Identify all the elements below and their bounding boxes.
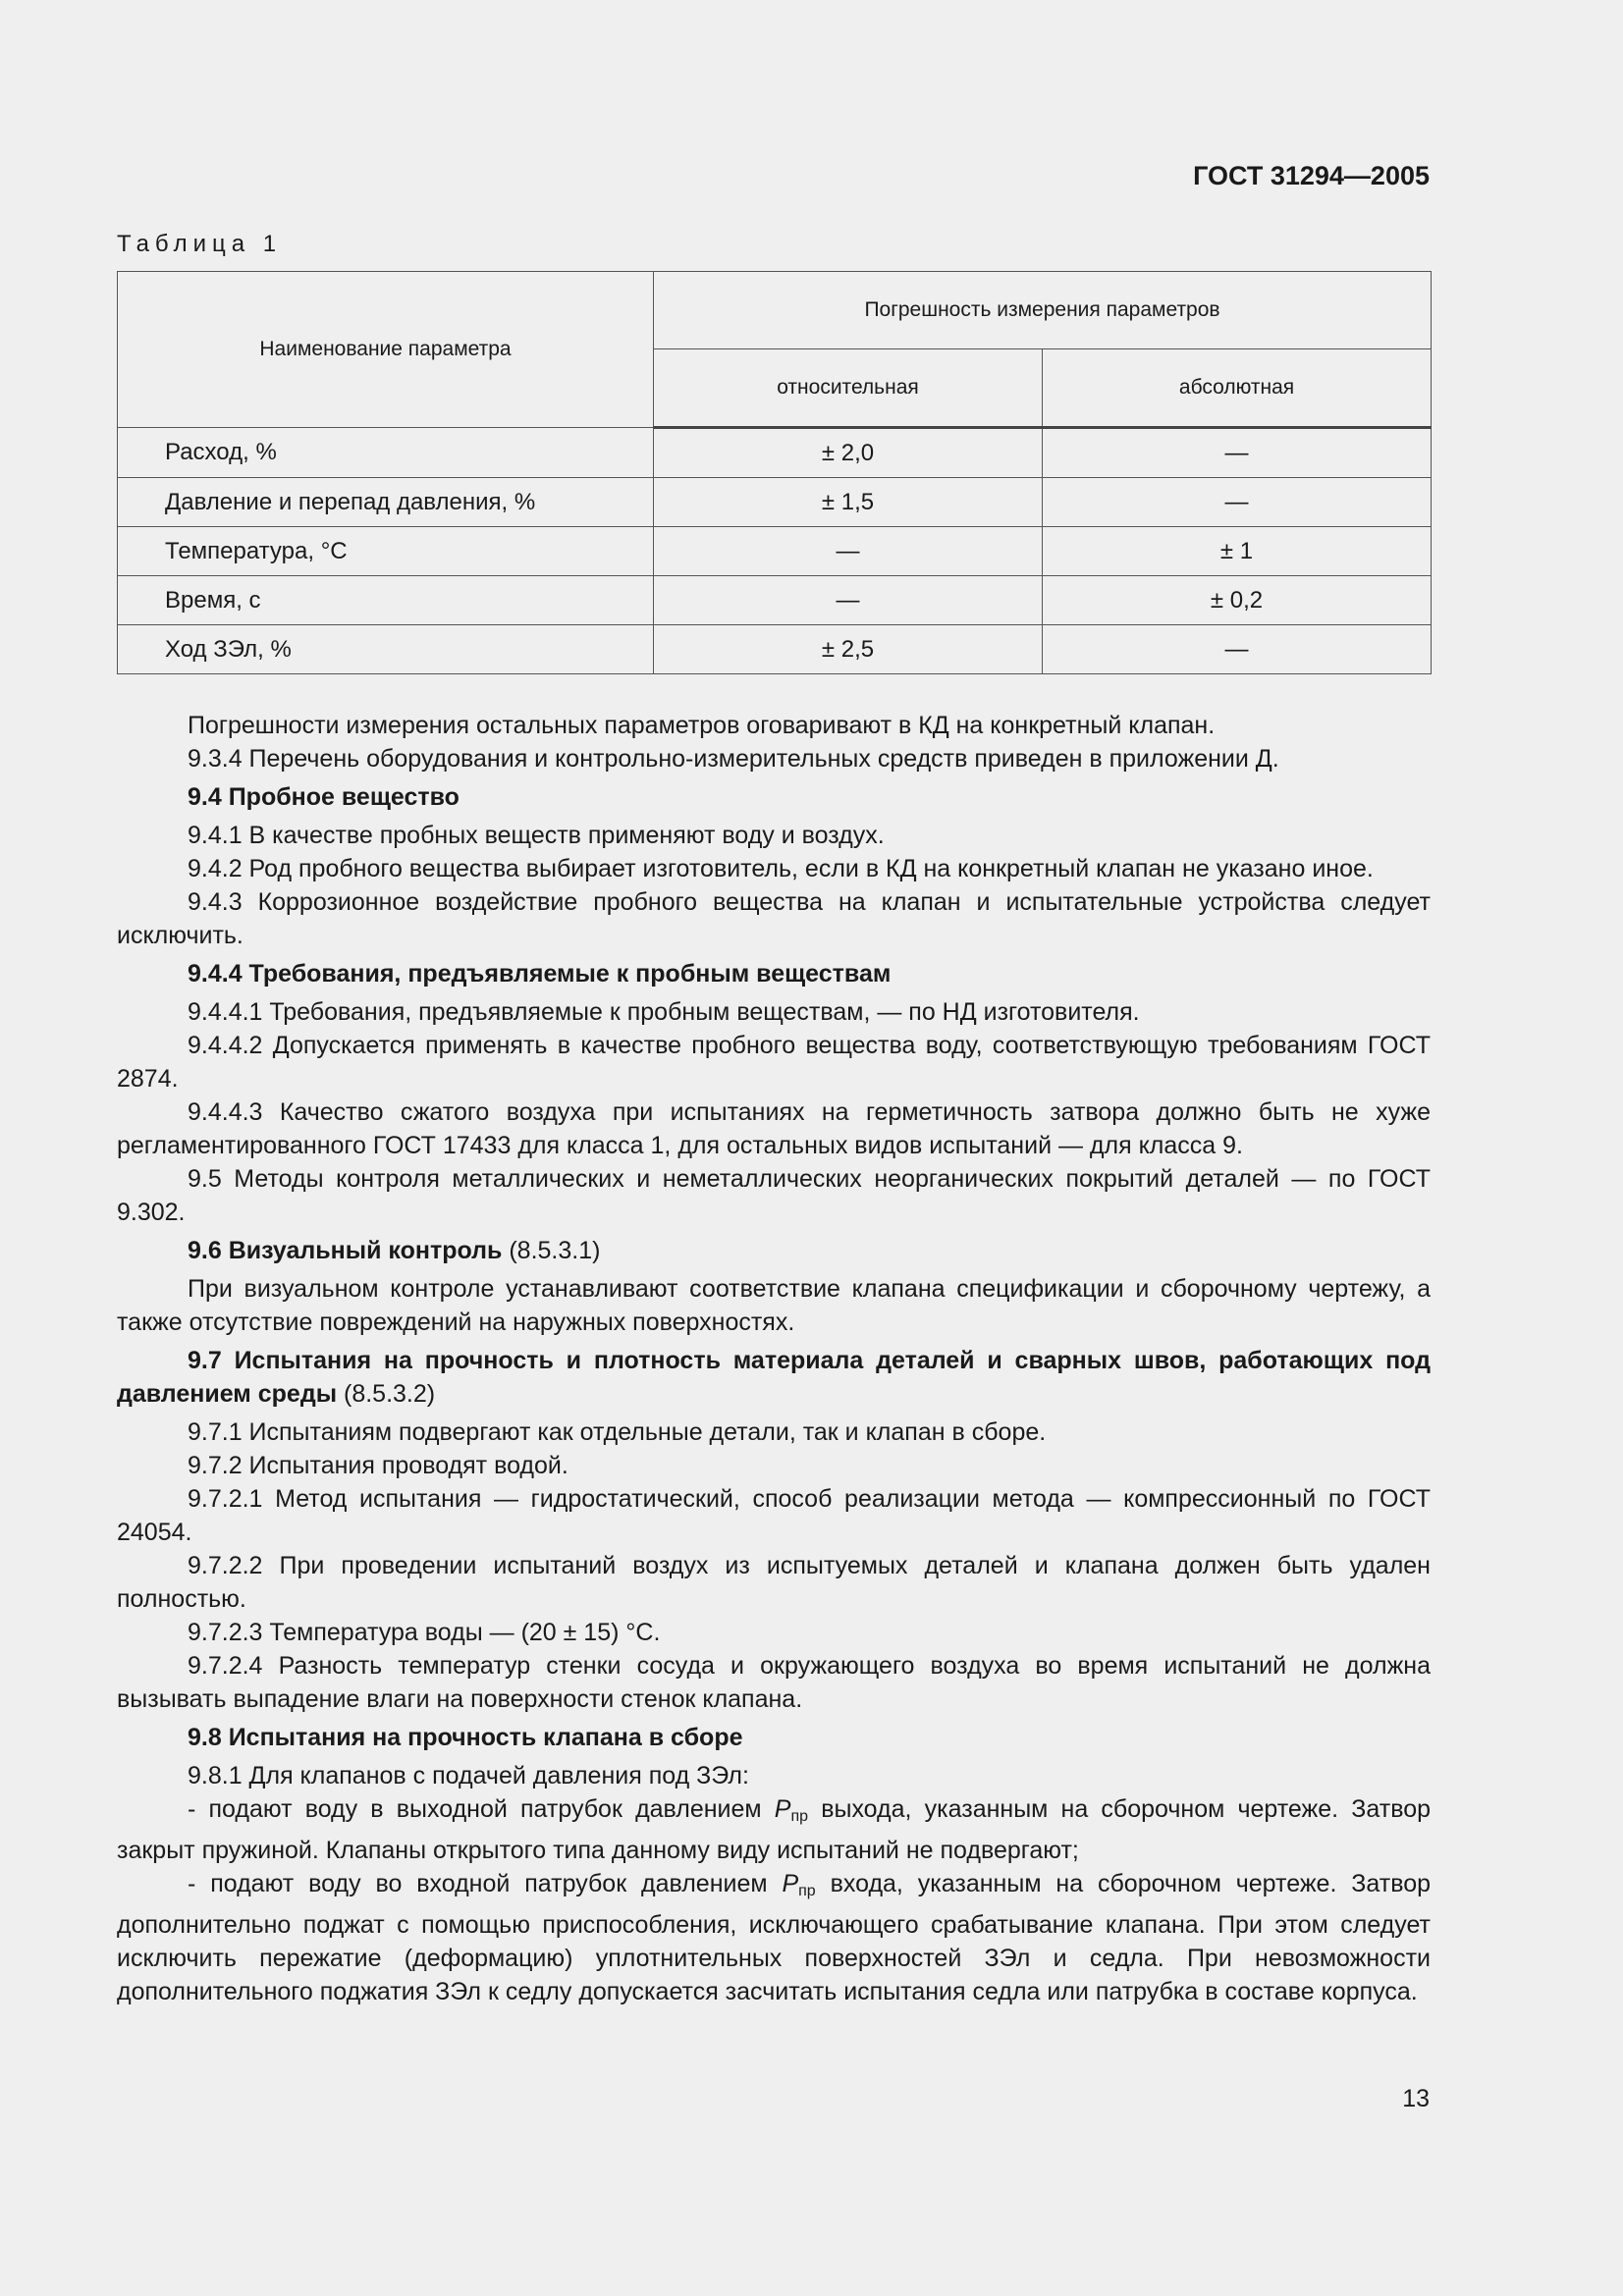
column-header-absolute: абсолютная [1043, 349, 1432, 428]
paragraph: 9.5 Методы контроля металлических и неметаллических неорганических покрытий деталей — по ГОСТ 9.302. [117, 1165, 1431, 1226]
paragraph: 9.4.2 Род пробного вещества выбирает изготовитель, если в КД на конкретный клапан не указано иное. [188, 855, 1374, 882]
row-absolute: — [1043, 625, 1432, 674]
paragraph: 9.7.2 Испытания проводят водой. [188, 1452, 568, 1479]
text-run: выхода, указанным на сборочном чертеже. Затвор закрыт пружиной. Клапаны открытого типа данному виду испытаний не подвергают; [117, 1795, 1431, 1864]
table-row [118, 478, 1432, 527]
row-absolute: — [1043, 428, 1432, 478]
row-absolute: ± 0,2 [1043, 576, 1432, 625]
paragraph: 9.8.1 Для клапанов с подачей давления под ЗЭл: [188, 1762, 749, 1789]
section-heading [117, 1344, 1431, 1411]
document-code: ГОСТ 31294—2005 [1193, 161, 1430, 190]
row-relative: ± 2,5 [654, 625, 1043, 674]
section-heading [117, 1234, 1431, 1267]
paragraph [117, 1792, 1431, 1867]
table-caption: Таблица 1 [117, 231, 283, 257]
heading-reference: (8.5.3.2) [337, 1380, 436, 1408]
heading-title: 9.7 Испытания на прочность и плотность материала деталей и сварных швов, работающих под давлением среды [117, 1347, 1431, 1408]
paragraph: Погрешности измерения остальных параметров оговаривают в КД на конкретный клапан. [188, 712, 1216, 739]
heading-title: 9.4.4 Требования, предъявляемые к пробным веществам [188, 960, 892, 988]
paragraph: 9.3.4 Перечень оборудования и контрольно-измерительных средств приведен в приложении Д. [188, 745, 1279, 773]
table-row [118, 625, 1432, 674]
row-relative: ± 1,5 [654, 478, 1043, 527]
column-header-group: Погрешность измерения параметров [654, 272, 1432, 349]
section-heading [117, 957, 1431, 990]
paragraph [117, 1867, 1431, 2008]
pressure-subscript: пр [798, 1883, 816, 1899]
page-number: 13 [1402, 2085, 1430, 2112]
row-name: Время, с [118, 576, 654, 625]
parameters-table [117, 271, 1432, 674]
row-relative: — [654, 527, 1043, 576]
row-name: Ход ЗЭл, % [118, 625, 654, 674]
row-relative: — [654, 576, 1043, 625]
paragraph: 9.4.4.1 Требования, предъявляемые к пробным веществам, — по НД изготовителя. [188, 998, 1140, 1026]
document-body [117, 709, 1431, 2008]
heading-title: 9.4 Пробное вещество [188, 783, 460, 811]
text-run: входа, указанным на сборочном чертеже. Затвор дополнительно поджат с помощью приспособления, исключающего срабатывание клапана. При этом следует исключить пережатие (деформацию) уплотнительных поверхностей ЗЭл и седла. При невозможности дополнительного поджатия ЗЭл к седлу допускается засчитать испытания седла или патрубка в составе корпуса. [117, 1870, 1432, 2005]
paragraph: При визуальном контроле устанавливают соответствие клапана спецификации и сборочному чертежу, а также отсутствие повреждений на наружных поверхностях. [117, 1275, 1431, 1336]
heading-reference: (8.5.3.1) [502, 1237, 601, 1264]
section-heading [117, 1721, 1431, 1754]
paragraph: 9.4.4.3 Качество сжатого воздуха при испытаниях на герметичность затвора должно быть не хуже регламентированного ГОСТ 17433 для класса 1, для остальных видов испытаний — для класса 9. [117, 1098, 1431, 1159]
paragraph: 9.7.2.3 Температура воды — (20 ± 15) °С. [188, 1619, 661, 1646]
text-run: - подают воду во входной патрубок давлением [188, 1870, 783, 1897]
column-header-relative: относительная [654, 349, 1043, 428]
paragraph: 9.7.1 Испытаниям подвергают как отдельные детали, так и клапан в сборе. [188, 1418, 1047, 1446]
text-run: - подают воду в выходной патрубок давлением [188, 1795, 775, 1823]
paragraph: 9.4.3 Коррозионное воздействие пробного вещества на клапан и испытательные устройства следует исключить. [117, 888, 1431, 949]
row-absolute: ± 1 [1043, 527, 1432, 576]
pressure-symbol: P [774, 1795, 791, 1823]
row-relative: ± 2,0 [654, 428, 1043, 478]
table-row [118, 428, 1432, 478]
paragraph: 9.7.2.1 Метод испытания — гидростатический, способ реализации метода — компрессионный по ГОСТ 24054. [117, 1485, 1431, 1546]
row-name: Расход, % [118, 428, 654, 478]
row-name: Температура, °С [118, 527, 654, 576]
paragraph: 9.7.2.4 Разность температур стенки сосуда и окружающего воздуха во время испытаний не должна вызывать выпадение влаги на поверхности стенок клапана. [117, 1652, 1431, 1713]
heading-title: 9.6 Визуальный контроль [188, 1237, 503, 1264]
table-row [118, 576, 1432, 625]
paragraph: 9.7.2.2 При проведении испытаний воздух из испытуемых деталей и клапана должен быть удален полностью. [117, 1552, 1431, 1613]
row-name: Давление и перепад давления, % [118, 478, 654, 527]
row-absolute: — [1043, 478, 1432, 527]
pressure-symbol: P [782, 1870, 799, 1897]
paragraph: 9.4.4.2 Допускается применять в качестве пробного вещества воду, соответствующую требованиям ГОСТ 2874. [117, 1032, 1431, 1093]
section-heading [117, 780, 1431, 814]
heading-title: 9.8 Испытания на прочность клапана в сборе [188, 1724, 743, 1751]
pressure-subscript: пр [790, 1808, 809, 1825]
column-header-parameter: Наименование параметра [118, 272, 654, 428]
table-row [118, 527, 1432, 576]
paragraph: 9.4.1 В качестве пробных веществ применяют воду и воздух. [188, 822, 885, 849]
